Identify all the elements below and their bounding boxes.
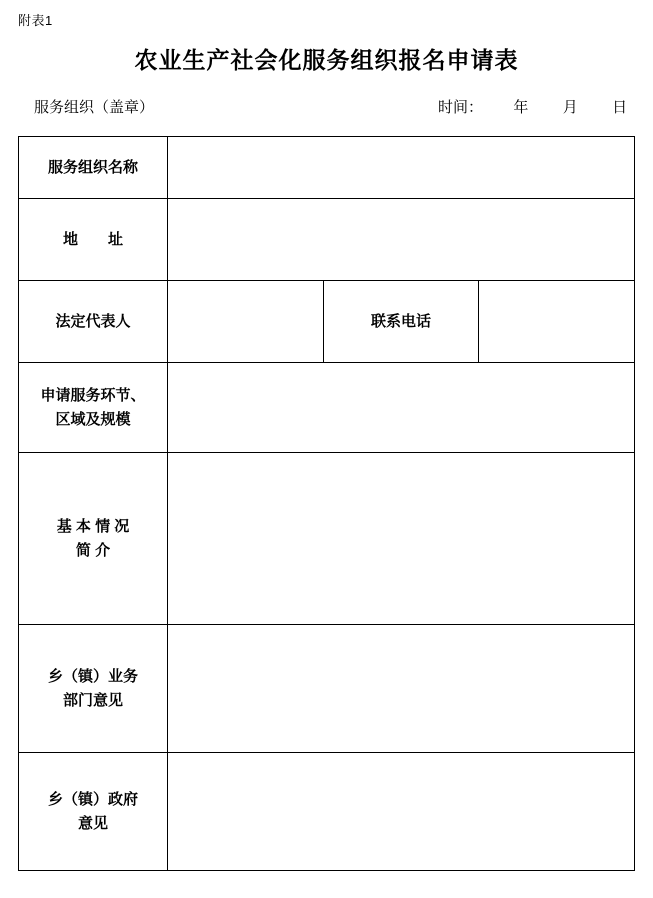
row-label-service-scope-line1: 申请服务环节、	[40, 386, 146, 404]
application-form-table	[18, 136, 635, 871]
row-label-service-scope	[19, 363, 168, 453]
row-label-org-name: 服务组织名称	[19, 137, 168, 199]
row-label-township-gov-opinion-line2: 意见	[77, 814, 108, 832]
page-title: 农业生产社会化服务组织报名申请表	[134, 47, 519, 73]
table-row	[19, 137, 635, 199]
table-row	[19, 753, 635, 871]
row-label-basic-info	[19, 453, 168, 625]
row-label-township-gov-opinion-line1: 乡（镇）政府	[47, 790, 138, 808]
meta-row	[0, 96, 653, 120]
row-label-township-dept-opinion-line2: 部门意见	[62, 691, 123, 709]
row-value-township-gov-opinion[interactable]	[168, 753, 635, 871]
date-line	[438, 96, 627, 117]
org-seal-label: 服务组织（盖章）	[34, 99, 155, 116]
table-row	[19, 199, 635, 281]
row-label-basic-info-line1: 基 本 情 况	[56, 517, 130, 535]
row-value-phone[interactable]	[479, 281, 635, 363]
year-unit: 年	[513, 99, 529, 116]
month-unit: 月	[562, 99, 578, 116]
table-row	[19, 453, 635, 625]
row-label-phone: 联系电话	[323, 281, 479, 363]
row-label-township-dept-opinion	[19, 625, 168, 753]
row-value-township-dept-opinion[interactable]	[168, 625, 635, 753]
row-label-basic-info-line2: 简 介	[75, 541, 111, 559]
row-value-org-name[interactable]	[168, 137, 635, 199]
row-value-basic-info[interactable]	[168, 453, 635, 625]
row-label-township-dept-opinion-line1: 乡（镇）业务	[47, 667, 138, 685]
row-label-township-gov-opinion	[19, 753, 168, 871]
row-value-address[interactable]	[168, 199, 635, 281]
table-row	[19, 625, 635, 753]
date-label: 时间：	[438, 99, 484, 116]
day-unit: 日	[612, 99, 628, 116]
table-row	[19, 363, 635, 453]
attachment-label: 附表1	[18, 13, 53, 28]
row-value-legal-rep[interactable]	[168, 281, 324, 363]
row-label-service-scope-line2: 区域及规模	[55, 410, 131, 428]
table-row	[19, 281, 635, 363]
row-value-service-scope[interactable]	[168, 363, 635, 453]
row-label-address: 地 址	[19, 199, 168, 281]
row-label-legal-rep: 法定代表人	[19, 281, 168, 363]
